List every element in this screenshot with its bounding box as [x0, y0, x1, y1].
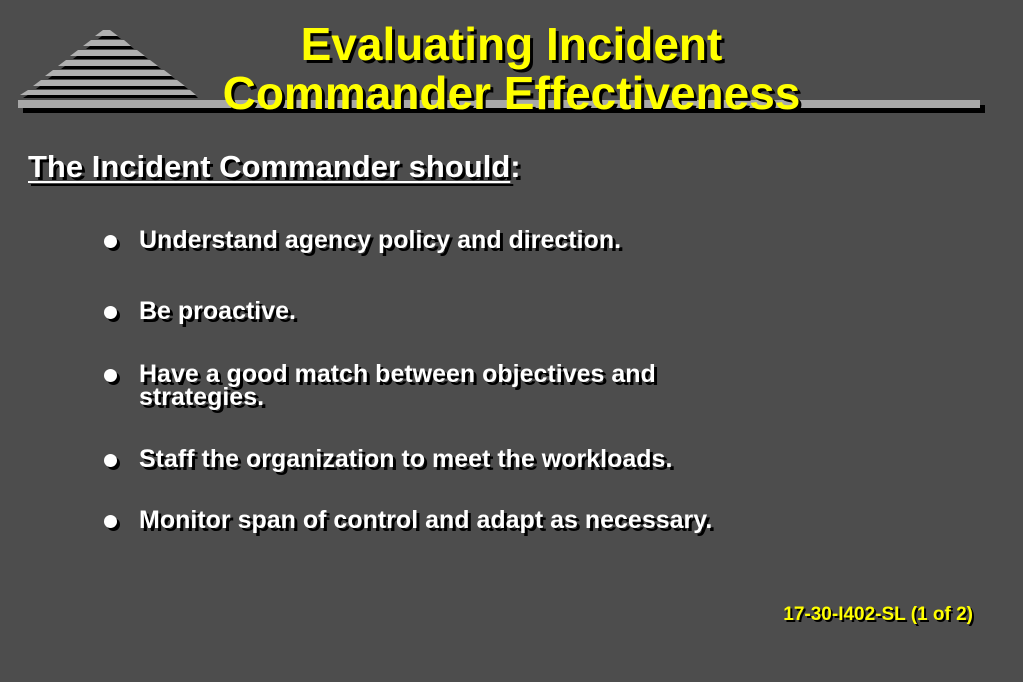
bullet-text: Staff the organization to meet the workloads. — [139, 445, 673, 473]
bullet-item — [104, 506, 804, 534]
bullet-item — [104, 445, 804, 473]
round-bullet-icon — [104, 369, 117, 382]
round-bullet-icon — [104, 454, 117, 467]
bullet-text: Have a good match between objectives and strategies. — [139, 360, 656, 411]
slide-title-line-2: Commander Effectiveness — [222, 67, 801, 119]
bullet-text: Understand agency policy and direction. — [139, 226, 622, 254]
slide-subtitle — [28, 148, 521, 186]
bullet-item — [104, 297, 804, 325]
round-bullet-icon — [104, 306, 117, 319]
subtitle-colon: : — [510, 149, 521, 184]
round-bullet-icon — [104, 515, 117, 528]
subtitle-text: The Incident Commander should — [28, 149, 511, 184]
slide-title — [0, 20, 1023, 118]
bullet-item — [104, 226, 804, 254]
round-bullet-icon — [104, 235, 117, 248]
bullet-item — [104, 360, 804, 411]
slide-footer-code: 17-30-I402-SL (1 of 2) — [783, 604, 973, 625]
bullet-text: Monitor span of control and adapt as necessary. — [139, 506, 713, 534]
slide-title-line-1: Evaluating Incident — [300, 18, 723, 70]
bullet-text: Be proactive. — [139, 297, 297, 325]
